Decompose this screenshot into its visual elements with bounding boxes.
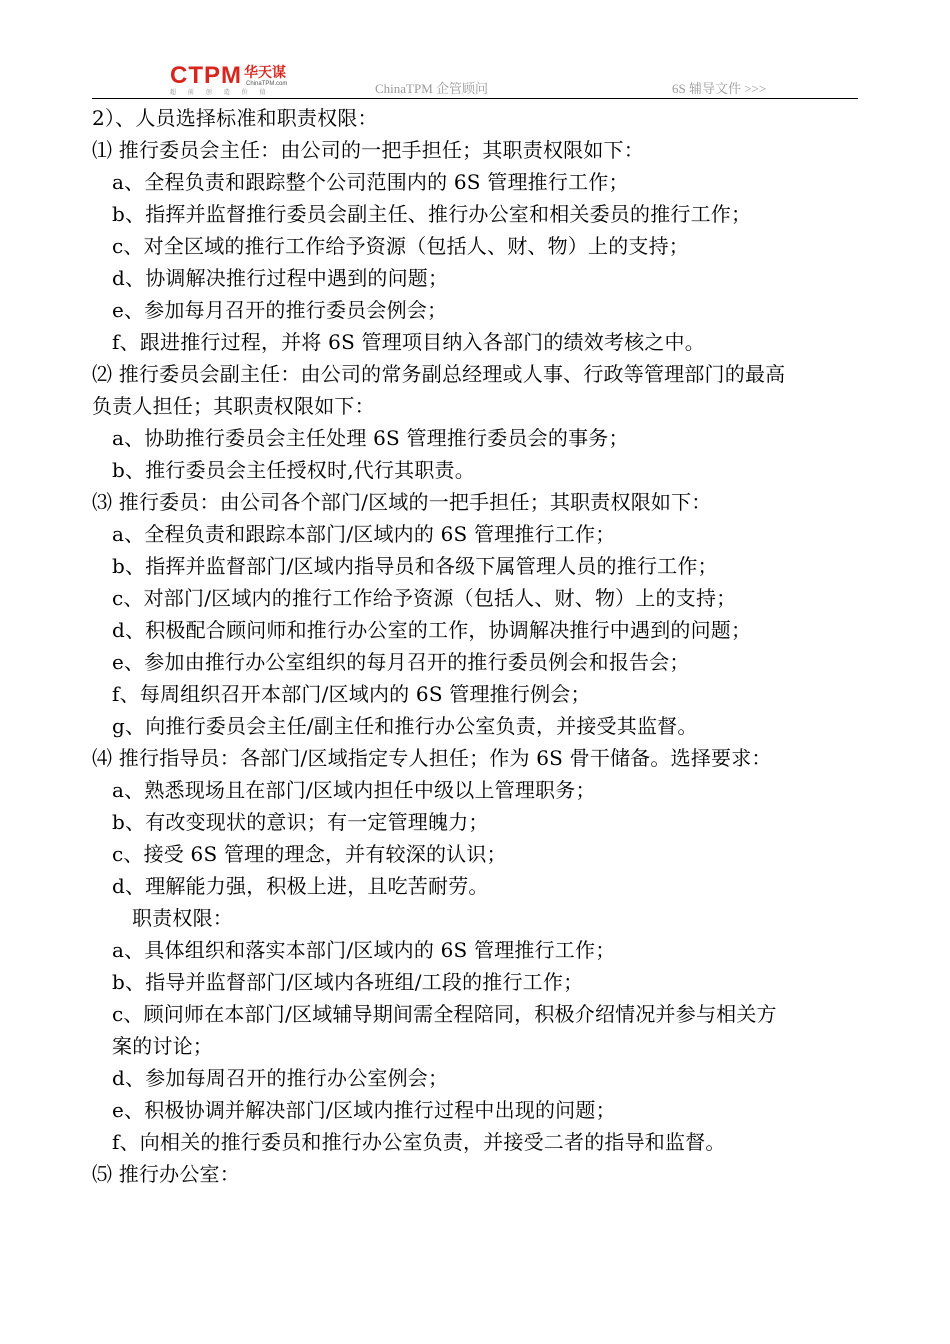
text-line: b、推行委员会主任授权时,代行其职责。 xyxy=(112,458,475,482)
text-line: a、全程负责和跟踪整个公司范围内的 6S 管理推行工作； xyxy=(112,170,629,194)
text-line: e、积极协调并解决部门/区域内推行过程中出现的问题； xyxy=(112,1098,616,1122)
text-line: 2）、人员选择标准和职责权限： xyxy=(92,106,378,130)
text-line: ⑶ 推行委员：由公司各个部门/区域的一把手担任；其职责权限如下： xyxy=(92,490,712,514)
text-line: c、对全区域的推行工作给予资源（包括人、财、物）上的支持； xyxy=(112,234,690,258)
text-line: b、指挥并监督部门/区域内指导员和各级下属管理人员的推行工作； xyxy=(112,554,718,578)
text-line: a、协助推行委员会主任处理 6S 管理推行委员会的事务； xyxy=(112,426,629,450)
text-line: f、跟进推行过程，并将 6S 管理项目纳入各部门的绩效考核之中。 xyxy=(112,330,705,354)
text-line: b、指挥并监督推行委员会副主任、推行办公室和相关委员的推行工作； xyxy=(112,202,752,226)
text-line: ⑵ 推行委员会副主任：由公司的常务副总经理或人事、行政等管理部门的最高 xyxy=(92,362,786,386)
logo-domain: ChinaTPM.com xyxy=(246,81,288,87)
text-line: c、接受 6S 管理的理念，并有较深的认识； xyxy=(112,842,507,866)
text-line: ⑴ 推行委员会主任：由公司的一把手担任；其职责权限如下： xyxy=(92,138,644,162)
document-body xyxy=(92,102,867,1190)
logo-cn: 华天谋 xyxy=(244,65,286,81)
text-line: g、向推行委员会主任/副主任和推行办公室负责，并接受其监督。 xyxy=(112,714,698,738)
text-line: 职责权限： xyxy=(132,906,233,930)
text-line: c、顾问师在本部门/区域辅导期间需全程陪同，积极介绍情况并参与相关方 xyxy=(112,1002,777,1026)
page-header xyxy=(92,58,858,99)
header-right-text: 6S 辅导文件 >>> xyxy=(672,81,767,96)
text-line: d、理解能力强，积极上进，且吃苦耐劳。 xyxy=(112,874,489,898)
ctpm-logo xyxy=(170,62,380,96)
text-line: e、参加每月召开的推行委员会例会； xyxy=(112,298,448,322)
header-center-text: ChinaTPM 企管顾问 xyxy=(375,81,489,96)
text-line: ⑷ 推行指导员：各部门/区域指定专人担任；作为 6S 骨干储备。选择要求： xyxy=(92,746,772,770)
text-line: b、指导并监督部门/区域内各班组/工段的推行工作； xyxy=(112,970,584,994)
text-line: c、对部门/区域内的推行工作给予资源（包括人、财、物）上的支持； xyxy=(112,586,737,610)
text-line: d、协调解决推行过程中遇到的问题； xyxy=(112,266,449,290)
text-line: ⑸ 推行办公室： xyxy=(92,1162,240,1186)
text-line: b、有改变现状的意识；有一定管理魄力； xyxy=(112,810,489,834)
text-line: e、参加由推行办公室组织的每月召开的推行委员例会和报告会； xyxy=(112,650,690,674)
text-line: d、积极配合顾问师和推行办公室的工作，协调解决推行中遇到的问题； xyxy=(112,618,752,642)
text-line: d、参加每周召开的推行办公室例会； xyxy=(112,1066,449,1090)
text-line: a、具体组织和落实本部门/区域内的 6S 管理推行工作； xyxy=(112,938,616,962)
text-line: a、全程负责和跟踪本部门/区域内的 6S 管理推行工作； xyxy=(112,522,616,546)
text-line: 负责人担任；其职责权限如下： xyxy=(92,394,375,418)
text-line: a、熟悉现场且在部门/区域内担任中级以上管理职务； xyxy=(112,778,596,802)
text-line: f、向相关的推行委员和推行办公室负责，并接受二者的指导和监督。 xyxy=(112,1130,726,1154)
text-line: 案的讨论； xyxy=(112,1034,213,1058)
logo-slogan: 超 前 创 造 价 值 xyxy=(170,89,271,96)
text-line: f、每周组织召开本部门/区域内的 6S 管理推行例会； xyxy=(112,682,591,706)
logo-text: CTPM xyxy=(170,62,242,89)
